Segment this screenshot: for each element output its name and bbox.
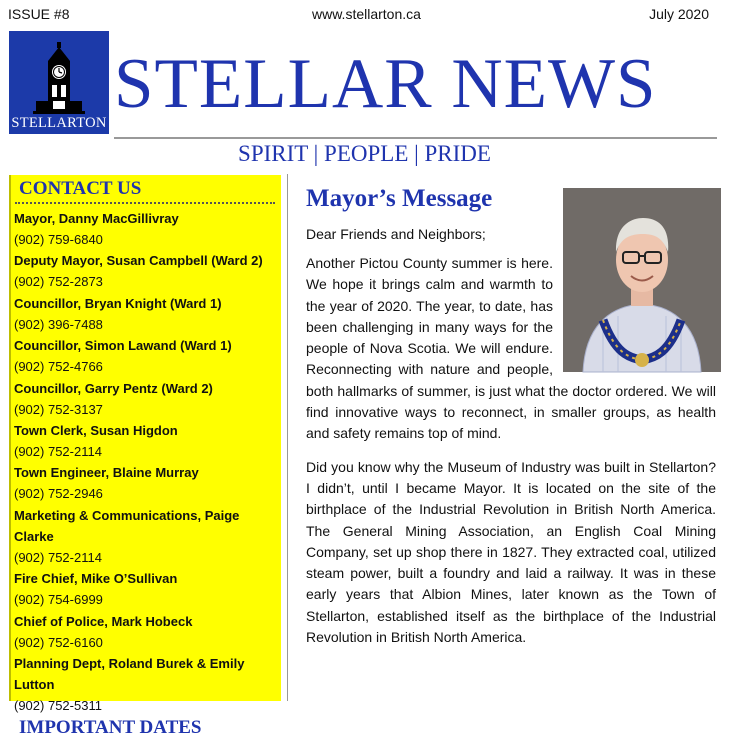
contact-phone[interactable]: (902) 396-7488	[14, 316, 103, 332]
website-link[interactable]: www.stellarton.ca	[312, 6, 421, 22]
stellarton-logo	[9, 31, 109, 134]
contact-phone[interactable]: (902) 752-6160	[14, 634, 103, 650]
contact-phone[interactable]: (902) 752-3137	[14, 401, 103, 417]
issue-number: ISSUE #8	[8, 6, 70, 22]
issue-date: July 2020	[649, 6, 709, 22]
column-divider	[287, 174, 288, 701]
mayors-message	[306, 180, 716, 660]
salutation: Dear Friends and Neighbors;	[306, 226, 486, 242]
article-paragraph: Did you know why the Museum of Industry was built in Stellarton? I didn’t, until I became Mayor. It is located on the site of the birthplace of the Industrial Revolution in British North America. The General Mining Association, an English Coal Mining Company, set up shop there in 1827. They extracted coal, utilized steam power, built a foundry and laid a railway. It was in these early years that Albion Mines, later known as the Town of Stellarton, established itself as the birthplace of the Industrial Revolution in British North America.	[306, 458, 716, 646]
contact-name: Town Clerk, Susan Higdon	[14, 423, 178, 439]
logo-text: STELLARTON	[11, 115, 107, 131]
contact-name: Councillor, Garry Pentz (Ward 2)	[14, 380, 213, 396]
contact-list	[11, 208, 281, 716]
contact-name: Deputy Mayor, Susan Campbell (Ward 2)	[14, 253, 263, 269]
contact-name: Councillor, Simon Lawand (Ward 1)	[14, 338, 232, 354]
contact-us-heading: CONTACT US	[19, 178, 142, 199]
article-paragraph: Another Pictou County summer is here. We hope it brings calm and warmth to the year of 2020. The year, to date, has been challenging in many ways for the people of Nova Scotia. We will endure. Reconnecting with nature and people, both hallmarks of summer, is just what the doctor ordered. We will find innovative ways to reconnect, in smaller groups, as health and safety remains top of mind.	[306, 255, 716, 442]
contact-name: Chief of Police, Mark Hobeck	[14, 613, 193, 629]
contact-name: Councillor, Bryan Knight (Ward 1)	[14, 295, 222, 311]
contact-phone[interactable]: (902) 754-6999	[14, 592, 103, 608]
contact-name: Mayor, Danny MacGillivray	[14, 211, 179, 226]
contact-phone[interactable]: (902) 752-2114	[14, 549, 102, 565]
contact-name: Town Engineer, Blaine Murray	[14, 465, 199, 481]
article-title: Mayor’s Message	[306, 185, 493, 212]
contact-phone[interactable]: (902) 752-2114	[14, 444, 102, 460]
contact-phone[interactable]: (902) 752-2873	[14, 274, 103, 290]
top-bar	[8, 6, 715, 26]
clock-tower-icon	[9, 31, 109, 117]
contact-phone[interactable]: (902) 752-2946	[14, 486, 103, 502]
contact-sidebar	[9, 175, 281, 739]
newsletter-title: STELLAR NEWS	[114, 45, 657, 123]
dotted-divider	[15, 202, 275, 204]
tagline: SPIRIT | PEOPLE | PRIDE	[238, 141, 491, 166]
contact-name: Planning Dept, Roland Burek & Emily Lutton	[14, 656, 245, 693]
contact-name: Marketing & Communications, Paige Clarke	[14, 507, 240, 544]
header-divider	[114, 137, 717, 139]
important-dates-heading: IMPORTANT DATES	[19, 717, 202, 739]
contact-phone[interactable]: (902) 752-4766	[14, 359, 103, 375]
contact-phone[interactable]: (902) 752-5311	[14, 698, 102, 714]
contact-phone[interactable]: (902) 759-6840	[14, 232, 103, 247]
contact-name: Fire Chief, Mike O’Sullivan	[14, 571, 178, 587]
mayor-photo	[563, 188, 721, 372]
